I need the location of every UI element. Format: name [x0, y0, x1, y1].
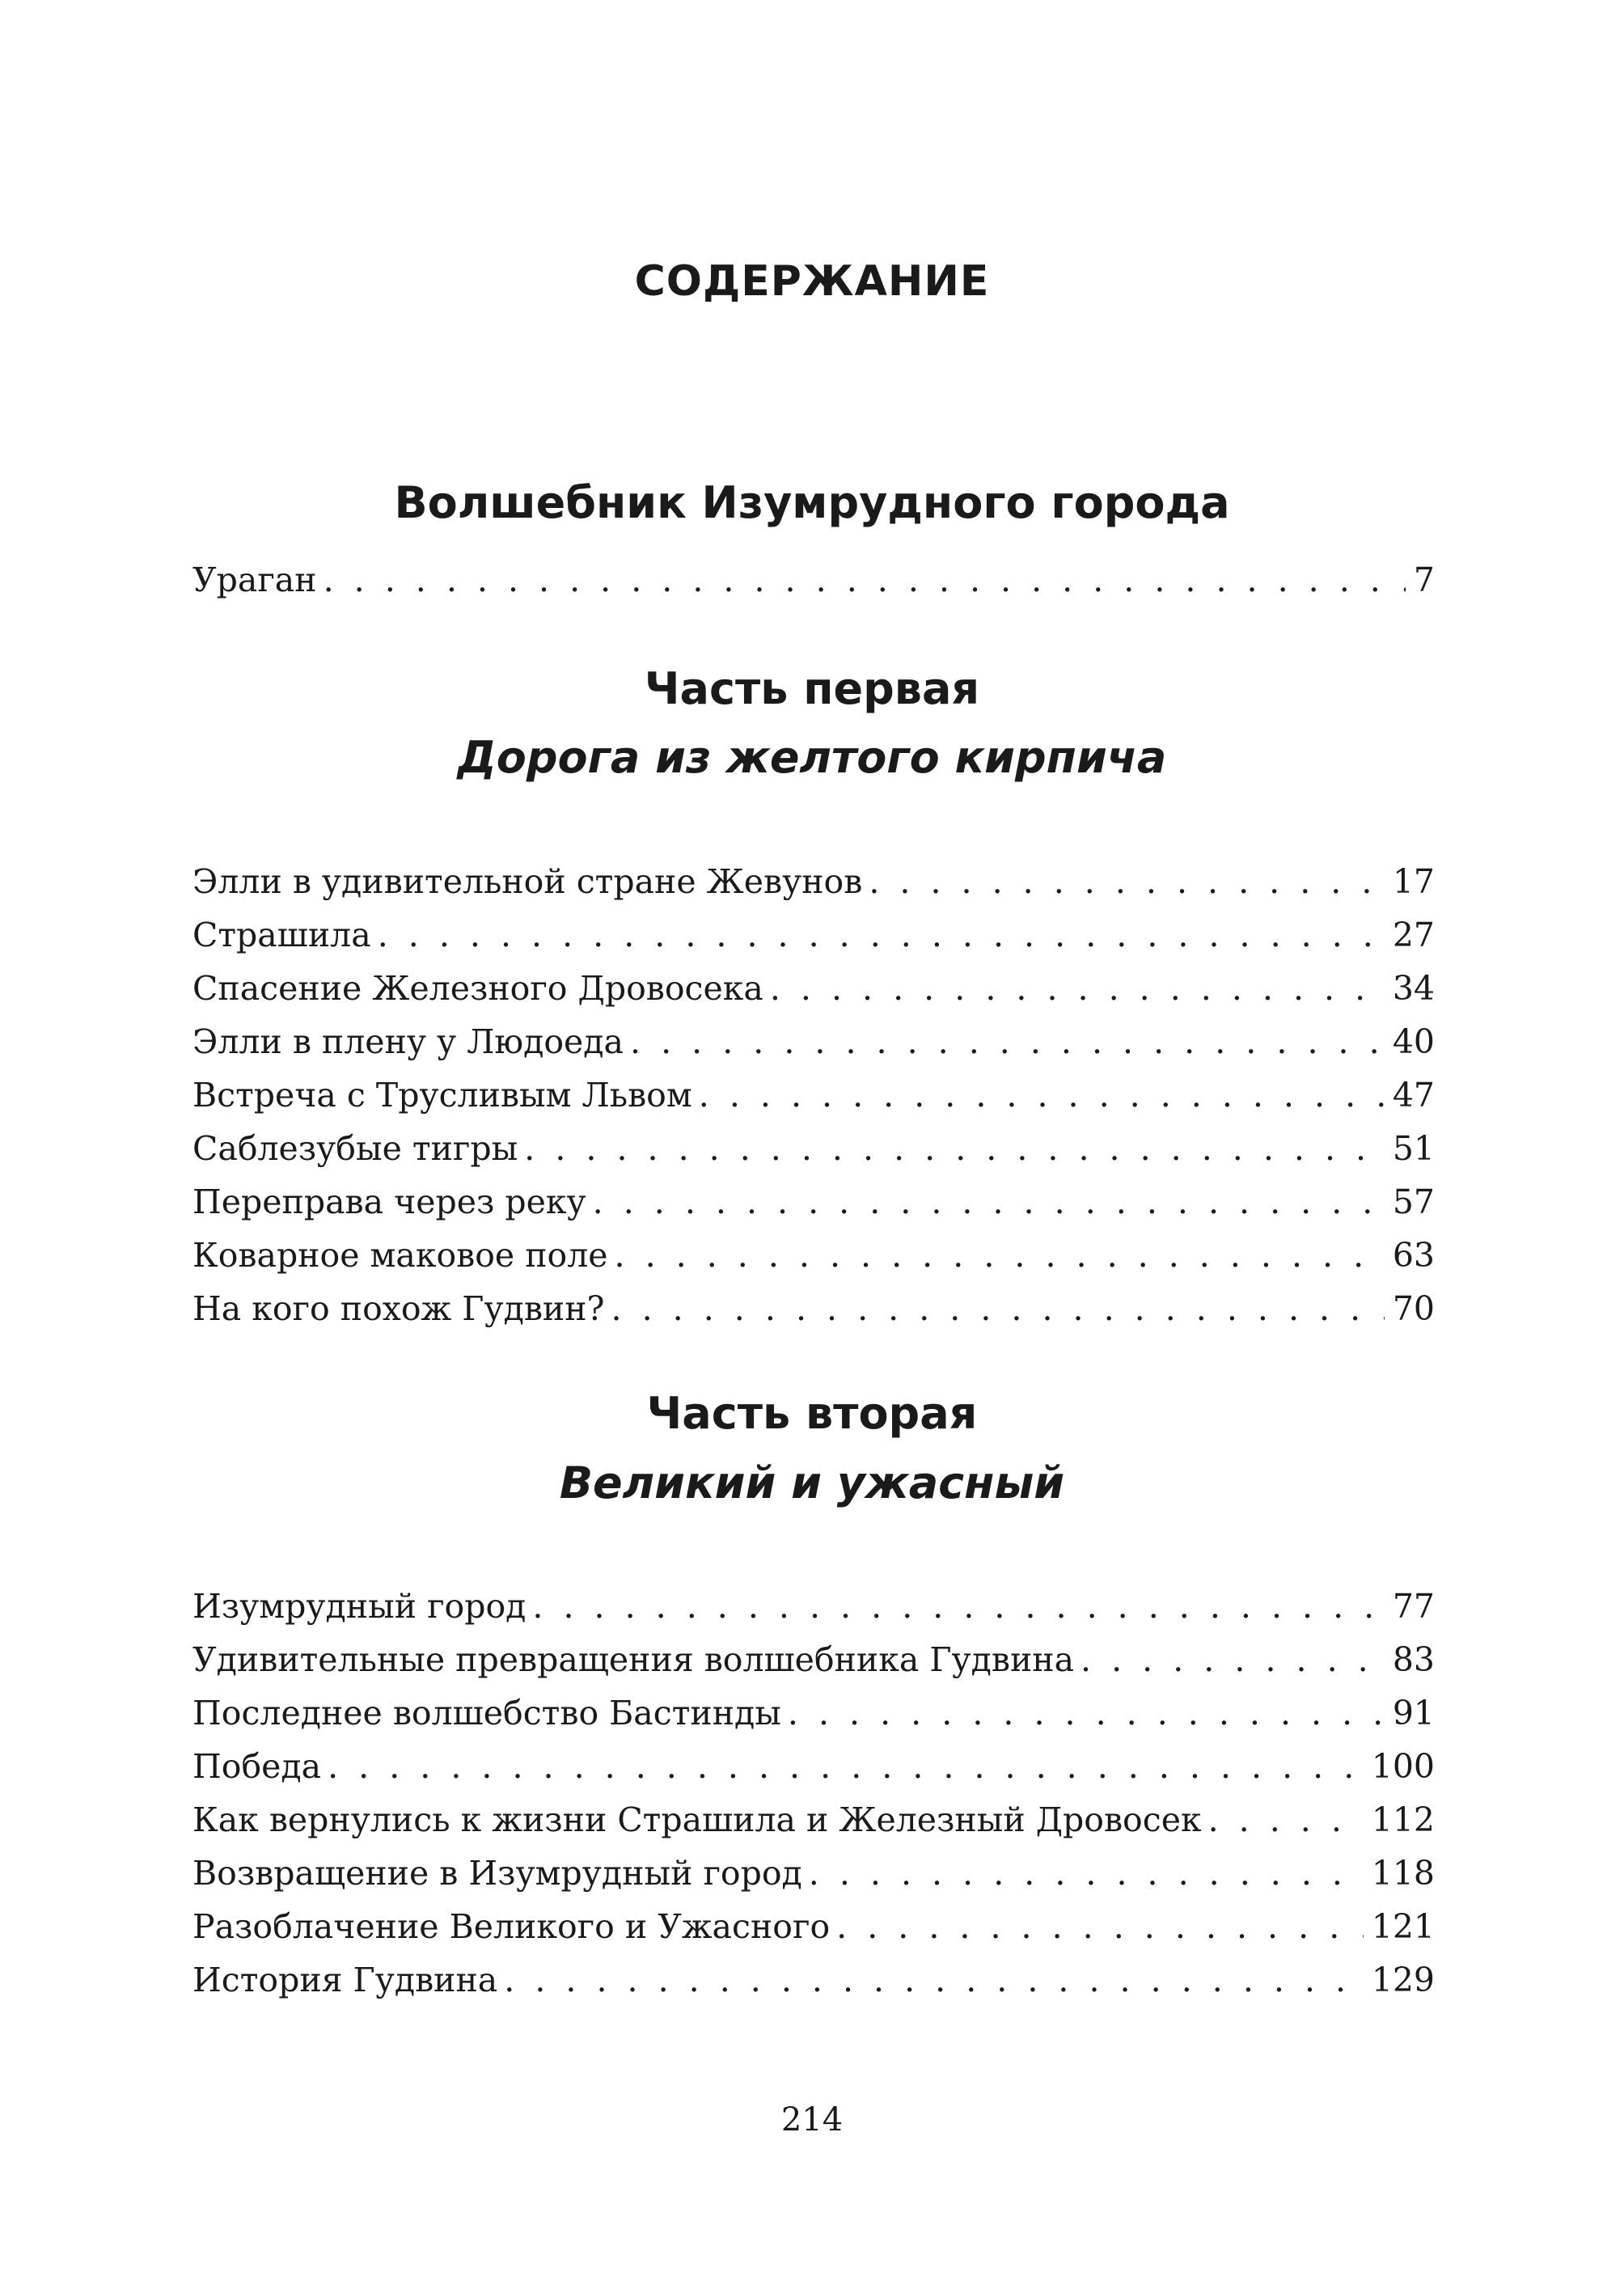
page-number: 214 [780, 2101, 844, 2139]
part-1-subtitle: Дорога из желтого кирпича [457, 732, 1167, 783]
toc-entry-page: 7 [1413, 561, 1435, 599]
toc-entry [192, 1740, 1435, 1793]
toc-entry-page: 40 [1392, 1022, 1435, 1061]
part-2-label: Часть вторая [646, 1388, 978, 1439]
dot-leader [615, 1229, 1385, 1282]
toc-entry-page: 112 [1371, 1800, 1435, 1839]
dot-leader [504, 1953, 1363, 2007]
toc-entry-title: Как вернулись к жизни Страшила и Железный Дровосек [192, 1800, 1202, 1839]
toc-entry [192, 1282, 1435, 1335]
toc-entry-title: Удивительные превращения волшебника Гудвина [192, 1640, 1075, 1679]
toc-entry [192, 553, 1435, 607]
dot-leader [328, 1740, 1364, 1793]
toc-entry-page: 27 [1392, 916, 1435, 954]
dot-leader [836, 1900, 1364, 1953]
dot-leader [611, 1282, 1385, 1335]
toc-entry-title: Изумрудный город [192, 1587, 527, 1626]
toc-entry [192, 1015, 1435, 1068]
toc-entry [192, 1900, 1435, 1953]
toc-entry-title: Разоблачение Великого и Ужасного [192, 1907, 831, 1946]
toc-entry-page: 118 [1371, 1854, 1435, 1893]
part-1-toc-list [192, 855, 1435, 1335]
toc-entry-page: 51 [1392, 1129, 1435, 1168]
dot-leader [524, 1122, 1385, 1175]
toc-entry [192, 962, 1435, 1015]
toc-entry-page: 77 [1392, 1587, 1435, 1626]
toc-entry-title: Страшила [192, 916, 371, 954]
dot-leader [532, 1580, 1384, 1633]
toc-entry-page: 100 [1371, 1747, 1435, 1786]
toc-entry [192, 1229, 1435, 1282]
toc-entry-title: Спасение Железного Дровосека [192, 969, 763, 1008]
intro-toc-list [192, 553, 1435, 607]
toc-entry [192, 1580, 1435, 1633]
toc-entry [192, 1793, 1435, 1847]
toc-entry-title: Возвращение в Изумрудный город [192, 1854, 802, 1893]
toc-entry-page: 121 [1371, 1907, 1435, 1946]
dot-leader [324, 553, 1406, 607]
toc-entry-page: 91 [1392, 1694, 1435, 1732]
dot-leader [1208, 1793, 1364, 1847]
toc-entry [192, 908, 1435, 962]
dot-leader [593, 1175, 1385, 1229]
toc-entry-title: Коварное маковое поле [192, 1236, 608, 1275]
toc-entry-title: Переправа через реку [192, 1182, 586, 1221]
part-2-subtitle: Великий и ужасный [559, 1457, 1065, 1508]
toc-entry-title: История Гудвина [192, 1961, 498, 1999]
dot-leader [788, 1686, 1385, 1740]
toc-entry-title: На кого похож Гудвин? [192, 1289, 605, 1328]
toc-entry-title: Последнее волшебство Бастинды [192, 1694, 781, 1732]
toc-entry-page: 57 [1392, 1182, 1435, 1221]
book-title: Волшебник Изумрудного города [394, 477, 1230, 528]
toc-entry-page: 83 [1392, 1640, 1435, 1679]
toc-entry [192, 855, 1435, 908]
dot-leader [869, 855, 1385, 908]
toc-entry-title: Элли в плену у Людоеда [192, 1022, 624, 1061]
toc-entry [192, 1847, 1435, 1900]
dot-leader [809, 1847, 1364, 1900]
toc-entry-title: Победа [192, 1747, 322, 1786]
toc-entry-page: 129 [1371, 1961, 1435, 1999]
toc-entry [192, 1686, 1435, 1740]
toc-entry [192, 1122, 1435, 1175]
toc-entry-page: 34 [1392, 969, 1435, 1008]
toc-entry-page: 47 [1392, 1076, 1435, 1115]
toc-entry [192, 1633, 1435, 1686]
dot-leader [1081, 1633, 1385, 1686]
toc-entry-title: Элли в удивительной стране Жевунов [192, 862, 863, 901]
dot-leader [699, 1068, 1385, 1122]
toc-entry-page: 17 [1392, 862, 1435, 901]
part-2-toc-list [192, 1580, 1435, 2007]
dot-leader [630, 1015, 1385, 1068]
toc-entry-title: Саблезубые тигры [192, 1129, 518, 1168]
toc-entry-page: 63 [1392, 1236, 1435, 1275]
toc-entry-title: Встреча с Трусливым Львом [192, 1076, 692, 1115]
toc-entry-title: Ураган [192, 561, 317, 599]
toc-entry [192, 1953, 1435, 2007]
toc-entry [192, 1068, 1435, 1122]
toc-entry-page: 70 [1392, 1289, 1435, 1328]
dot-leader [770, 962, 1385, 1015]
page-title: СОДЕРЖАНИЕ [634, 257, 990, 306]
dot-leader [378, 908, 1385, 962]
toc-entry [192, 1175, 1435, 1229]
part-1-label: Часть первая [644, 663, 980, 714]
